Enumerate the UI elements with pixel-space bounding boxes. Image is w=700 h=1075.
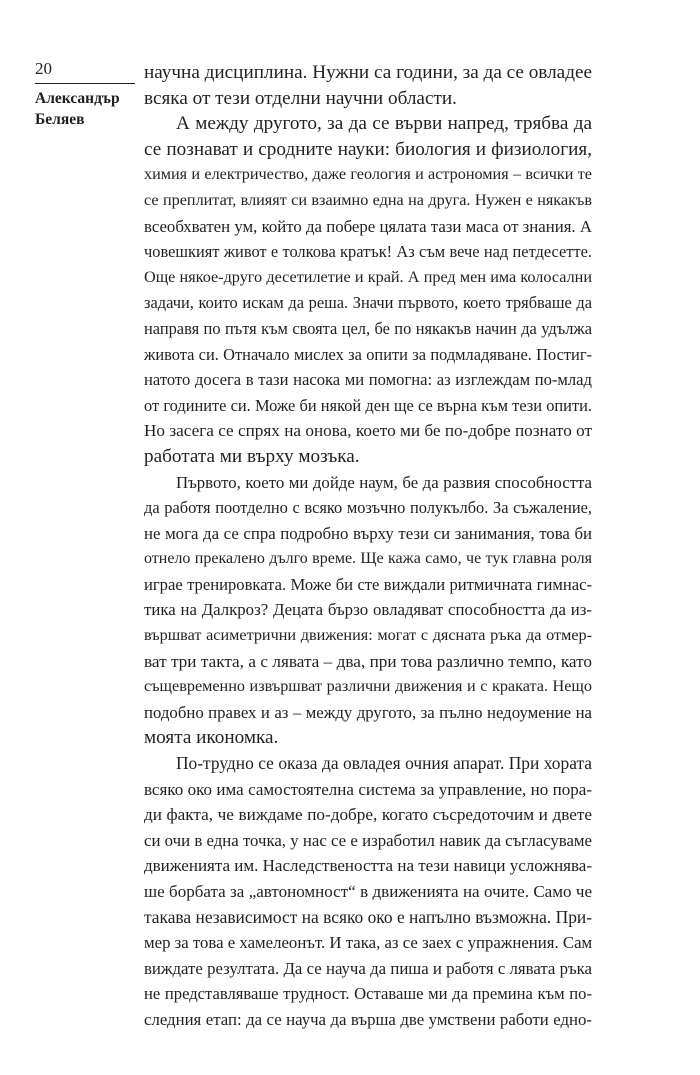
text-line: играе тренировката. Може би сте виждали ритмичната гимнас-	[144, 574, 592, 594]
text-line: да работя поотделно с всяко мозъчно полукълбо. За съжаление,	[144, 498, 592, 518]
text-line: вършват асиметрични движения: могат с дясната ръка да отмер-	[144, 626, 592, 645]
text-line: се преплитат, влияят си взаимно една на друга. Нужен е някакъв	[144, 190, 592, 209]
text-line: всяко око има самостоятелна система за управление, но пора-	[144, 779, 592, 799]
text-line: тика на Далкроз? Децата бързо овладяват способността да из-	[144, 600, 592, 620]
text-line: всеобхватен ум, който да побере цялата тази маса от знания. А	[144, 216, 592, 236]
text-line: движенията им. Наследствеността на тези навици усложнява-	[144, 856, 592, 876]
text-line: отнело прекалено дълго време. Ще кажа само, че тук главна роля	[144, 550, 592, 568]
text-line: натото досега в тази насока ми помогна: аз изглеждам по-млад	[144, 370, 592, 390]
text-line: научна дисциплина. Нужни са години, за да се овладее	[144, 62, 592, 83]
text-line: следния етап: да се науча да върша две умствени работи едно-	[144, 1009, 592, 1029]
text-line: си очи в една точка, у нас се е изработил навик да съгласуваме	[144, 830, 592, 850]
text-line: А между другото, за да се върви напред, трябва да	[176, 113, 592, 135]
text-line: По-трудно се оказа да овладея очния апарат. При хората	[176, 753, 592, 774]
text-line: се познават и сродните науки: биология и физиология,	[144, 138, 592, 160]
text-line: работата ми върху мозъка.	[144, 445, 360, 467]
text-line: Първото, което ми дойде наум, бе да развия способността	[176, 472, 592, 492]
author-name-last: Беляев	[35, 111, 85, 128]
text-line: такава независимост на всяко око е напълно възможна. При-	[144, 906, 592, 927]
page-margin	[35, 58, 135, 130]
text-line: ше борбата за „автономност“ в движенията на очите. Само че	[144, 882, 592, 901]
text-line: Но засега се спрях на онова, което ми бе по-добре познато от	[144, 421, 592, 441]
text-line: подобно правех и аз – между другото, за пълно недоумение на	[144, 702, 592, 722]
text-line: от годините си. Може би някой ден ще се върна към тези опити.	[144, 395, 592, 415]
text-line: всяка от тези отделни научни области.	[144, 87, 457, 109]
text-line: Още някое-друго десетилетие и край. А пред мен има колосални	[144, 267, 592, 286]
text-line: живота си. Отначало мислех за опити за подмладяване. Постиг-	[144, 344, 592, 364]
body-text	[144, 60, 592, 1033]
text-line: не представляваше трудност. Оставаше ми да премина към по-	[144, 984, 592, 1004]
text-line: ди факта, че виждаме по-добре, когато съсредоточим и двете	[144, 805, 592, 825]
author-name-first: Александър	[35, 90, 120, 107]
text-line: мер за това е хамелеонът. И така, аз се заех с упражнения. Сам	[144, 933, 593, 953]
text-line: ват три такта, а с лявата – два, при това различно темпо, като	[144, 651, 592, 671]
text-line: същевременно извършват различни движения и с краката. Нещо	[144, 677, 592, 696]
text-line: човешкият живот е толкова кратък! Аз съм вече над петдесетте.	[144, 242, 592, 262]
text-line: химия и електричество, даже геология и астрономия – всички те	[144, 165, 592, 184]
text-line: не мога да се спра подробно върху тези си занимания, това би	[144, 523, 592, 543]
page-number: 20	[35, 59, 52, 78]
text-line: задачи, които искам да реша. Значи първото, което трябваше да	[144, 293, 592, 313]
text-line: моята икономка.	[144, 727, 279, 749]
text-line: направя по пътя към своята цел, бе по някакъв начин да удължа	[144, 318, 592, 338]
margin-rule	[35, 83, 135, 84]
text-line: виждате резултата. Да се науча да пиша и работя с лявата ръка	[144, 958, 592, 978]
